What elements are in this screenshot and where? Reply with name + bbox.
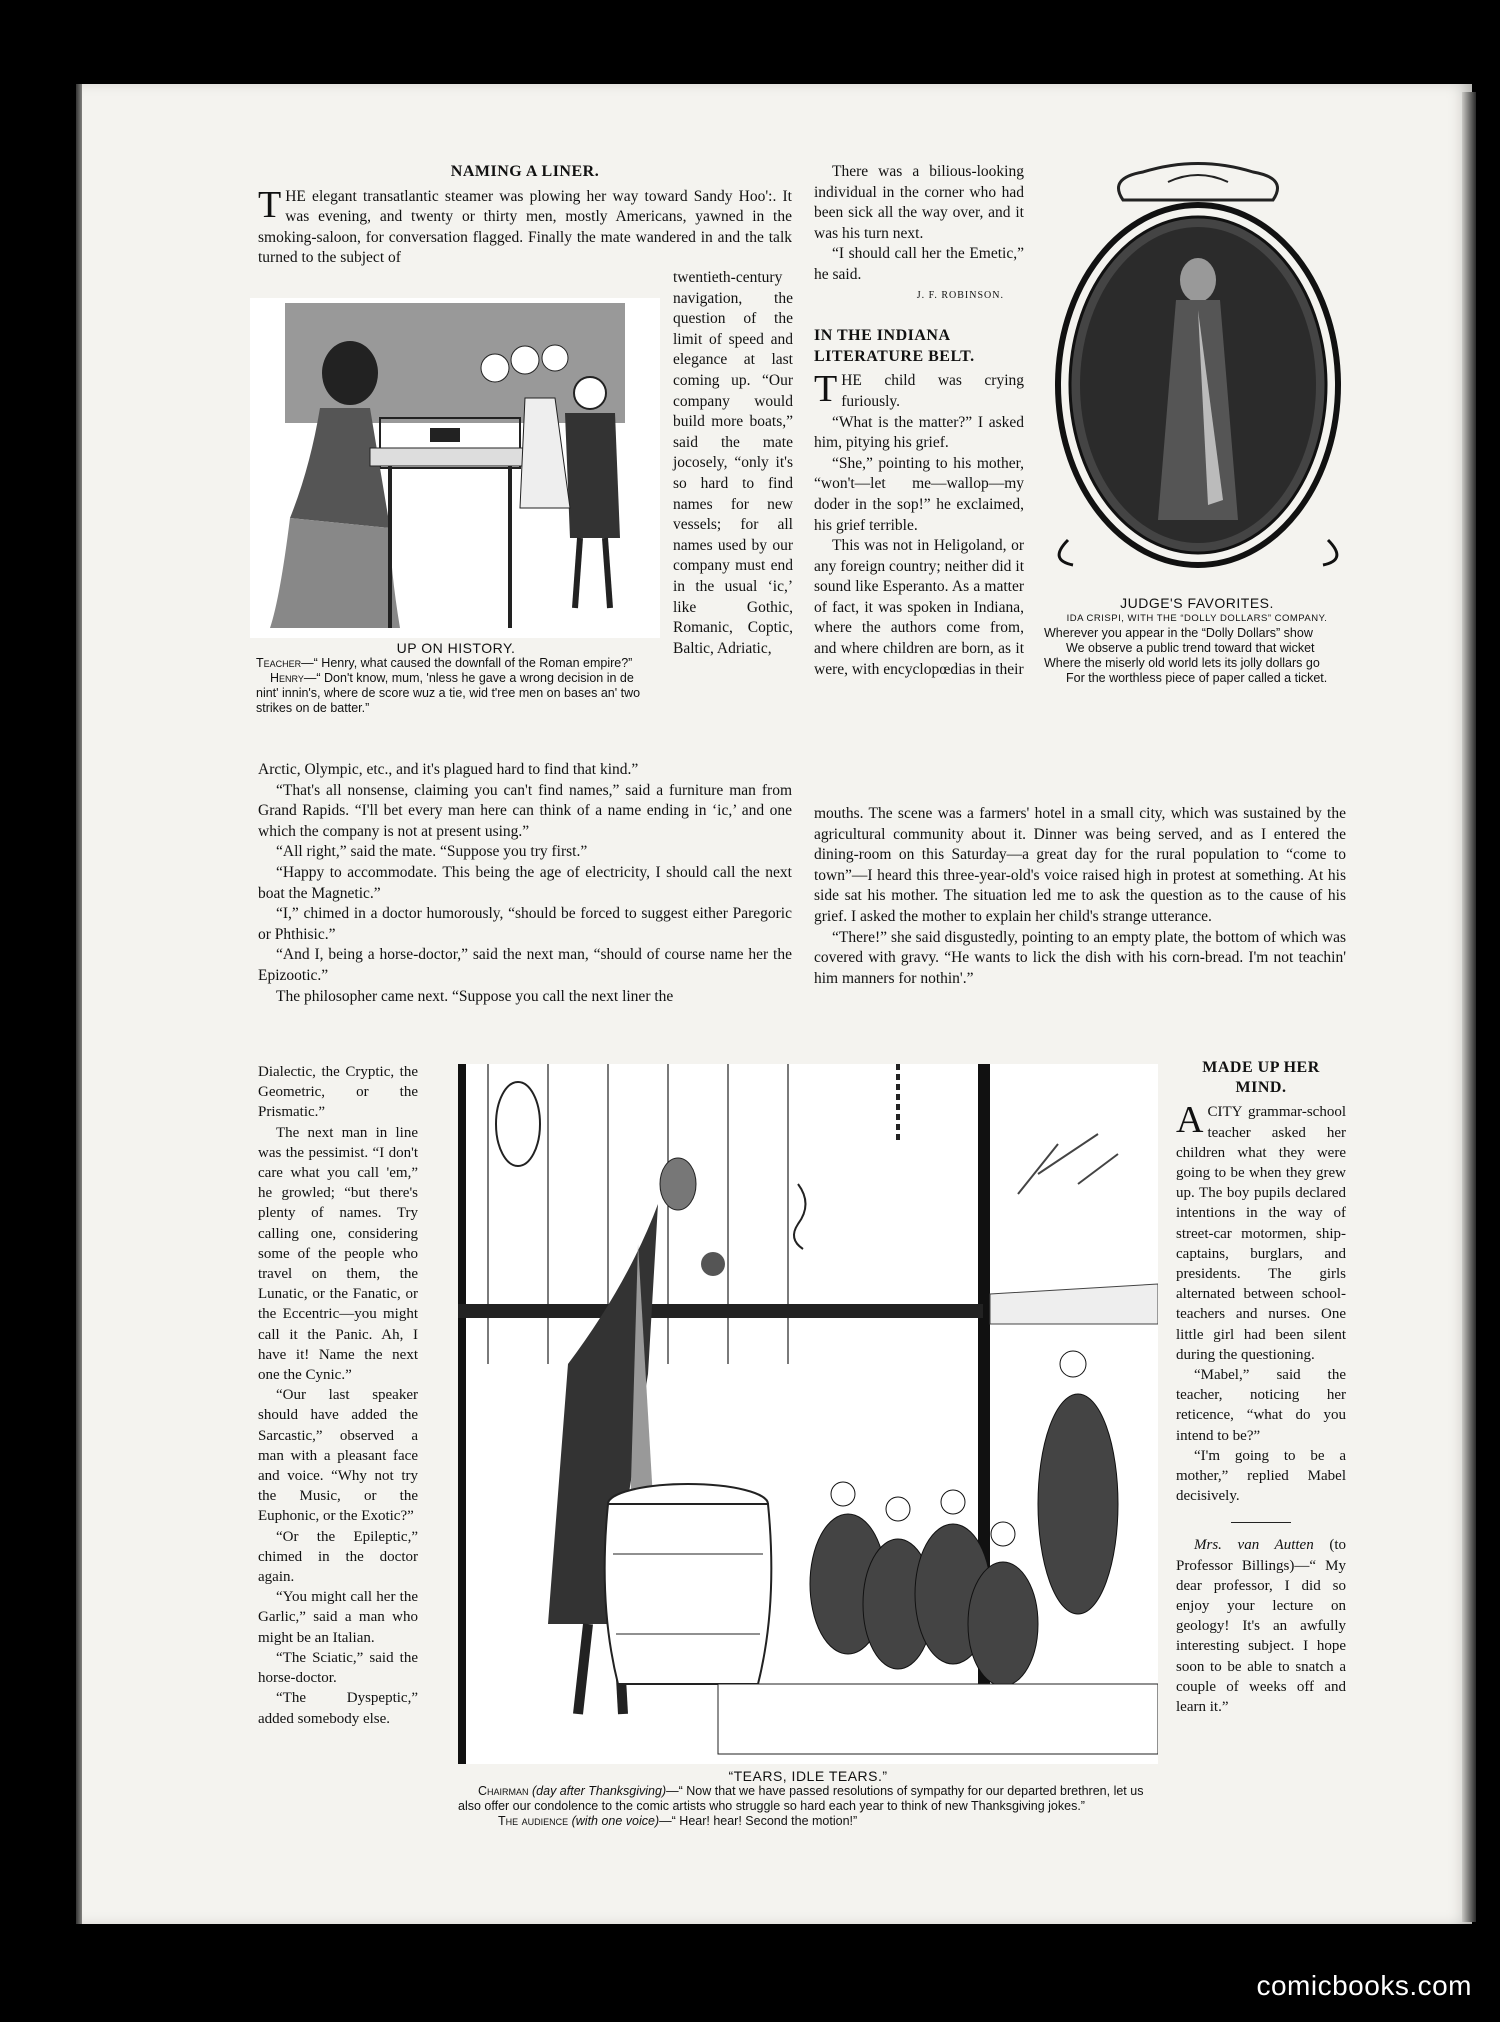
naming-liner-pessimist: The next man in line was the pessimist. “I don't care what you call 'em,” he growled; “but there's plenty of names. Try calling one, considering some of the people who travel on them, the Lunatic, or the Fanatic, or the Eccentric—you might call it the Panic. Ah, I have it! Name the next one the Cynic.” <box>258 1124 418 1384</box>
henry-line: —“ Don't know, mum, 'nless he gave a wrong decision in de nint' innin's, where de score wuz a tie, wid t'ree men on bases an' two strikes on de batter.” <box>256 671 641 715</box>
naming-liner-philosopher: The philosopher came next. “Suppose you call the next liner the <box>276 987 674 1005</box>
made-up-p3: “I'm going to be a mother,” replied Mabel decisively. <box>1176 1447 1346 1505</box>
indiana-dropcap: T <box>814 368 838 411</box>
naming-liner-emetic: “I should call her the Emetic,” he said. <box>814 245 1024 283</box>
up-on-history-title: UP ON HISTORY. <box>396 640 516 656</box>
henry-quote <box>256 671 656 716</box>
autten-quote <box>1176 1535 1346 1717</box>
teacher-label: Teacher <box>256 656 302 670</box>
judges-favorites-caption <box>1044 596 1350 686</box>
naming-liner-all-right: “All right,” said the mate. “Suppose you try first.” <box>276 843 588 861</box>
audience-label: The audience <box>498 1814 569 1828</box>
naming-liner-horse-doctor: “And I, being a horse-doctor,” said the next man, “should of course name her the Epizootic.” <box>258 946 792 984</box>
judges-favorites-portrait-frame <box>1048 160 1348 580</box>
indiana-p2: “What is the matter?” I asked him, pitying his grief. <box>814 413 1024 452</box>
judges-favorites-title: JUDGE'S FAVORITES. <box>1120 595 1274 611</box>
verse-line-2: We observe a public trend toward that wicket <box>1066 641 1315 655</box>
naming-liner-title: NAMING A LINER. <box>450 163 600 180</box>
naming-liner-continued <box>258 760 792 1007</box>
naming-liner-left-narrow <box>258 1062 418 1729</box>
chairman-quote <box>458 1784 1158 1814</box>
indiana-title: IN THE INDIANA LITERATURE BELT. <box>814 327 975 365</box>
portrait-oval <box>1048 160 1348 580</box>
judges-favorites-subtitle: IDA CRISPI, WITH THE “DOLLY DOLLARS” COMPANY. <box>1066 613 1328 624</box>
watermark: comicbooks.com <box>1256 1970 1472 2001</box>
made-up-her-mind-title: MADE UP HER MIND. <box>1202 1059 1320 1097</box>
naming-liner-arctic: Arctic, Olympic, etc., and it's plagued hard to find that kind.” <box>258 761 639 778</box>
naming-liner-dyspeptic: “The Dyspeptic,” added somebody else. <box>258 1690 418 1727</box>
chairman-line: —“ Now that we have passed resolutions of sympathy for our departed brethren, let us also offer our condolence to the comic artists who struggle so hard each year to think of new Thanksgiving jokes.” <box>458 1784 1144 1813</box>
made-up-p2: “Mabel,” said the teacher, noticing her reticence, “what do you intend to be?” <box>1176 1367 1346 1444</box>
made-up-intro <box>1176 1099 1346 1365</box>
naming-liner-happy: “Happy to accommodate. This being the age of electricity, I should call the next boat the Magnetic.” <box>258 863 792 902</box>
autten-speaker: Mrs. van Autten <box>1194 1537 1314 1554</box>
naming-liner-byline: J. F. ROBINSON. <box>916 289 1004 301</box>
verse-line-3: Where the miserly old world lets its jolly dollars go <box>1044 656 1320 670</box>
autten-aside: (to Professor Billings) <box>1176 1537 1346 1574</box>
naming-liner-epileptic: “Or the Epileptic,” chimed in the doctor again. <box>258 1528 418 1586</box>
indiana-wide-continuation <box>814 804 1346 989</box>
naming-liner-dialectic: Dialectic, the Cryptic, the Geometric, or the Prismatic.” <box>258 1064 418 1121</box>
henry-label: Henry <box>270 671 304 685</box>
indiana-intro <box>814 368 1024 412</box>
up-on-history-illustration <box>250 298 660 638</box>
audience-quote <box>458 1814 1158 1829</box>
verse-line-4: For the worthless piece of paper called a ticket. <box>1066 671 1328 685</box>
classroom-drawing <box>250 298 660 638</box>
teacher-line: —“ Henry, what caused the downfall of the Roman empire?” <box>301 656 633 670</box>
naming-liner-bilious: There was a bilious-looking individual in the corner who had been sick all the way over, and it was his turn next. <box>814 163 1024 242</box>
naming-liner-column <box>258 162 792 269</box>
indiana-p3: “She,” pointing to his mother, “won't—let me—wallop—my doder in the sop!” he exclaimed, his grief terrible. <box>814 454 1024 534</box>
naming-liner-garlic: “You might call her the Garlic,” said a man who might be an Italian. <box>258 1589 418 1646</box>
indiana-p5: “There!” she said disgustedly, pointing to an empty plate, the bottom of which was covered with gravy. “He wants to lick the dish with his corn-bread. I'm not teachin' him manners for nothin'.” <box>814 928 1346 987</box>
naming-liner-last-speaker: “Our last speaker should have added the Sarcastic,” observed a man with a pleasant face and voice. “Why not try the Music, or the Euphonic, or the Exotic?” <box>258 1387 418 1525</box>
indiana-p4: This was not in Heligoland, or any foreign country; neither did it sound like Esperanto. As a matter of fact, it was spoken in Indiana, where the authors come from, and where children are born, as it were, with encyclopœdias in their <box>814 537 1024 678</box>
chairman-label: Chairman <box>478 1784 529 1798</box>
column-two-top <box>814 162 1024 680</box>
naming-liner-intro <box>258 183 792 269</box>
audience-line: —“ Hear! hear! Second the motion!” <box>659 1814 858 1828</box>
made-up-her-mind-column <box>1176 1058 1346 1717</box>
tears-idle-tears-caption <box>458 1768 1158 1829</box>
naming-liner-dropcap: T <box>258 183 282 226</box>
page-spine <box>1462 92 1476 1922</box>
naming-liner-nonsense: “That's all nonsense, claiming you can't find names,” said a furniture man from Grand Rapids. “I'll bet every man here can think of a name ending in ‘ic,’ and one which the company is not at present using.” <box>258 781 792 840</box>
naming-liner-narrow-column <box>673 268 793 659</box>
naming-liner-beside-image-text: twentieth-century navigation, the question of the limit of speed and elegance at last coming up. “Our company would build more boats,” said the mate jocosely, “only it's so hard to find names for new vessels; for all names used by our company must end in the usual ‘ic,’ like Gothic, Romanic, Coptic, Baltic, Adriatic, <box>673 269 793 657</box>
naming-liner-sciatic: “The Sciatic,” said the horse-doctor. <box>258 1649 418 1687</box>
indiana-p4-wide: mouths. The scene was a farmers' hotel in a small city, which was sustained by the agricultural community about it. Dinner was being served, and as I entered the dining-room on this Saturday—a great day for the rural population to “come to town”—I heard this three-year-old's voice raised high in protest at something. At his side sat his mother. The situation led me to ask the question as to the cause of his grief. I asked the mother to explain her child's strange utterance. <box>814 805 1346 925</box>
tears-idle-tears-title: “TEARS, IDLE TEARS.” <box>728 1768 888 1784</box>
naming-liner-intro-text: HE elegant transatlantic steamer was plowing her way toward Sandy Hoo':. It was evening, and twenty or thirty men, mostly Americans, yawned in the smoking-saloon, for conversation flagged. Finally the mate wandered in and the talk turned to the subject of <box>258 187 792 267</box>
made-up-dropcap: A <box>1176 1099 1204 1142</box>
chairman-aside: (day after Thanksgiving) <box>532 1784 667 1798</box>
indiana-intro-text: HE child was crying furiously. <box>841 372 1024 410</box>
up-on-history-caption <box>256 640 656 716</box>
section-divider <box>1231 1522 1291 1523</box>
teacher-quote <box>256 656 656 671</box>
tears-idle-tears-illustration <box>458 1064 1158 1764</box>
verse-line-1: Wherever you appear in the “Dolly Dollars” show <box>1044 626 1313 640</box>
autten-line: —“ My dear professor, I did so enjoy your lecture on geology! It's an awfully interesting subject. I hope soon to be able to snatch a couple of weeks off and learn it.” <box>1176 1557 1347 1716</box>
naming-liner-doctor: “I,” chimed in a doctor humorously, “should be forced to suggest either Paregoric or Phthisic.” <box>258 905 792 943</box>
made-up-intro-text: CITY grammar-school teacher asked her children what they were going to be when they grew up. The boy pupils declared intentions in the way of street-car motormen, ship-captains, burglars, and presidents. The girls alternated between school-teachers and nurses. One little girl had been silent during the questioning. <box>1176 1104 1346 1363</box>
audience-aside: (with one voice) <box>571 1814 660 1828</box>
turkeys-drawing <box>458 1064 1158 1764</box>
